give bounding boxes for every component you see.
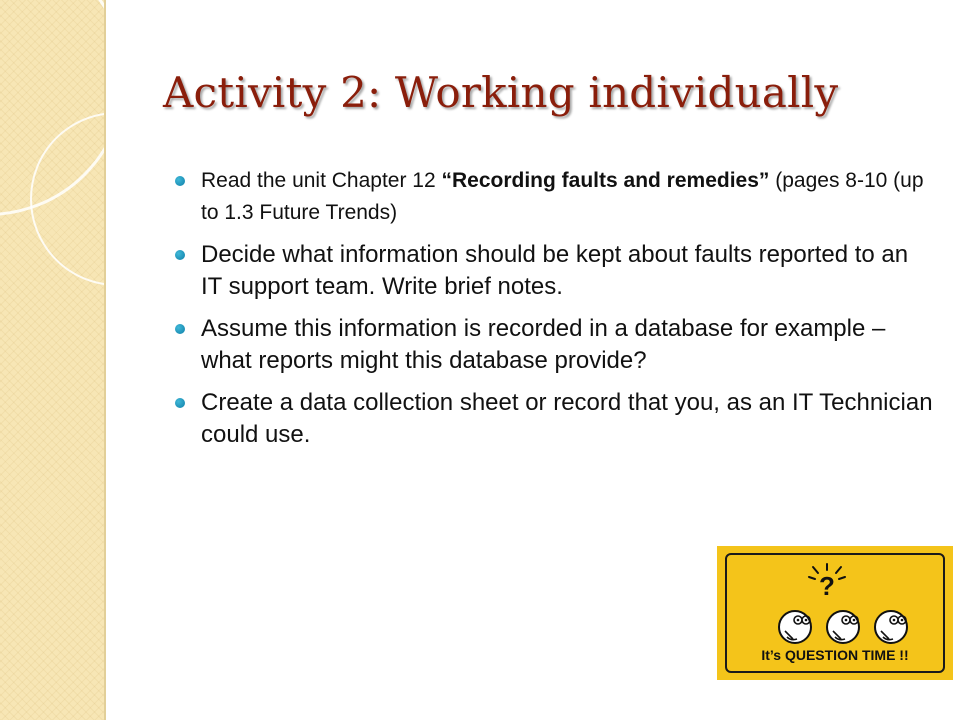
badge-caption: It’s QUESTION TIME !!: [761, 647, 909, 663]
bullet-icon: [175, 324, 185, 334]
bullet-item: [175, 239, 935, 303]
bullet-text: Create a data collection sheet or record that you, as an IT Technician could use.: [201, 389, 933, 448]
bullet-item: [175, 387, 935, 451]
bullet-icon: [175, 398, 185, 408]
bullet-text: (pages 8-10 (up to 1.3 Future Trends): [201, 169, 924, 224]
badge-frame: [725, 553, 945, 673]
bullet-text-bold: “Recording faults and remedies”: [441, 169, 770, 192]
bullet-item: [175, 165, 935, 229]
bullet-icon: [175, 250, 185, 260]
question-mark-icon: ?: [819, 571, 835, 601]
bullet-item: [175, 313, 935, 377]
question-time-badge: [717, 546, 953, 680]
side-panel-border: [104, 0, 106, 720]
bullet-list: [175, 165, 935, 461]
decorative-side-panel: [0, 0, 104, 720]
slide-title: Activity 2: Working individually: [163, 68, 839, 117]
thinking-faces-icon: [773, 607, 913, 647]
bullet-text: Assume this information is recorded in a database for example – what reports might this database provide?: [201, 315, 886, 374]
bullet-text: Decide what information should be kept about faults reported to an IT support team. Write brief notes.: [201, 241, 909, 300]
bullet-icon: [175, 176, 185, 186]
bullet-text: Read the unit Chapter 12: [201, 169, 442, 192]
